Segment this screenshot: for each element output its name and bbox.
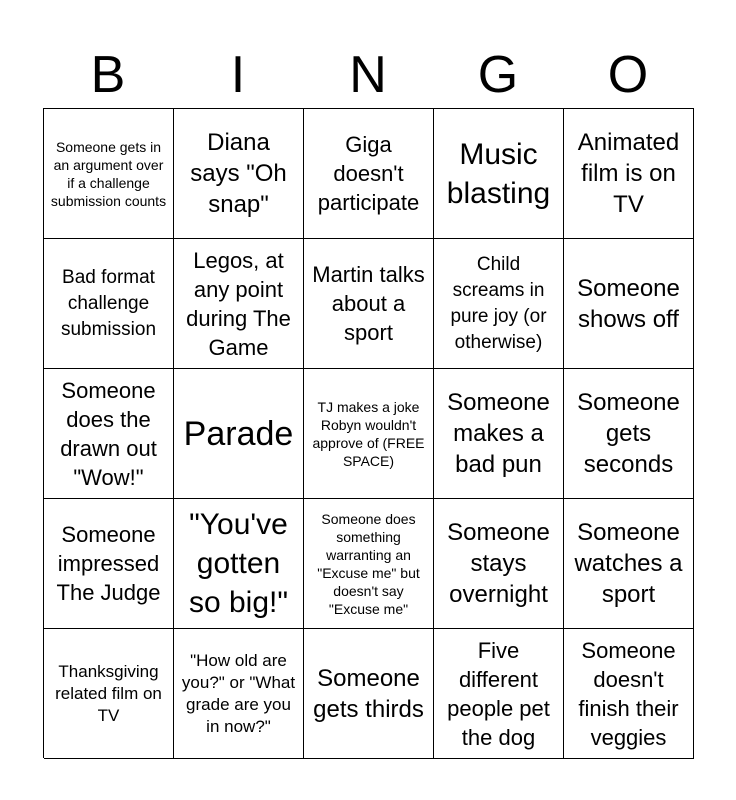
bingo-cell-r2c5[interactable] bbox=[564, 239, 694, 369]
bingo-cell-r4c4[interactable] bbox=[434, 499, 564, 629]
cell-text: Someone stays overnight bbox=[447, 519, 550, 608]
bingo-cell-r5c2[interactable] bbox=[174, 629, 304, 759]
cell-text: TJ makes a joke Robyn wouldn't approve of (FREE SPACE) bbox=[312, 398, 425, 469]
bingo-cell-r1c4[interactable] bbox=[434, 109, 564, 239]
cell-text: Giga doesn't participate bbox=[317, 132, 420, 215]
bingo-cell-r4c2[interactable] bbox=[174, 499, 304, 629]
header-letter-b: B bbox=[90, 46, 126, 104]
bingo-cell-r4c3[interactable] bbox=[304, 499, 434, 629]
bingo-cell-r2c3[interactable] bbox=[304, 239, 434, 369]
bingo-cell-r2c2[interactable] bbox=[174, 239, 304, 369]
header-letter-n: N bbox=[349, 46, 387, 104]
bingo-cell-r1c2[interactable] bbox=[174, 109, 304, 239]
cell-text: Legos, at any point during The Game bbox=[186, 247, 291, 360]
cell-text: Someone impressed The Judge bbox=[56, 522, 161, 605]
bingo-cell-r2c4[interactable] bbox=[434, 239, 564, 369]
bingo-cell-r5c1[interactable] bbox=[44, 629, 174, 759]
bingo-cell-r3c2[interactable] bbox=[174, 369, 304, 499]
header-letter-g: G bbox=[477, 46, 519, 104]
header-letter-i: I bbox=[230, 46, 246, 104]
cell-text: Someone shows off bbox=[577, 274, 680, 333]
cell-text: Music blasting bbox=[446, 137, 551, 210]
bingo-board bbox=[43, 108, 694, 758]
cell-text: Someone doesn't finish their veggies bbox=[578, 637, 679, 750]
cell-text: Someone does something warranting an "Excuse me" but doesn't say "Excuse me" bbox=[317, 510, 420, 617]
cell-text: Someone gets in an argument over if a challenge submission counts bbox=[50, 138, 167, 209]
bingo-cell-r5c3[interactable] bbox=[304, 629, 434, 759]
bingo-cell-r5c5[interactable] bbox=[564, 629, 694, 759]
cell-text: Martin talks about a sport bbox=[312, 262, 425, 345]
cell-text: Bad format challenge submission bbox=[60, 266, 157, 340]
cell-text: Animated film is on TV bbox=[577, 129, 680, 218]
cell-text: Five different people pet the dog bbox=[447, 637, 550, 750]
bingo-cell-r3c4[interactable] bbox=[434, 369, 564, 499]
bingo-cell-r4c1[interactable] bbox=[44, 499, 174, 629]
header-letter-o: O bbox=[607, 46, 649, 104]
bingo-header bbox=[43, 42, 693, 108]
bingo-cell-r3c5[interactable] bbox=[564, 369, 694, 499]
cell-text: Diana says "Oh snap" bbox=[190, 129, 287, 218]
cell-text: Parade bbox=[183, 414, 294, 453]
cell-text: Someone watches a sport bbox=[574, 519, 683, 608]
cell-text: Someone makes a bad pun bbox=[447, 389, 550, 478]
bingo-cell-r3c3-free-space[interactable] bbox=[304, 369, 434, 499]
bingo-cell-r2c1[interactable] bbox=[44, 239, 174, 369]
cell-text: Thanksgiving related film on TV bbox=[55, 661, 162, 725]
cell-text: "You've gotten so big!" bbox=[188, 508, 289, 619]
bingo-cell-r1c1[interactable] bbox=[44, 109, 174, 239]
bingo-cell-r4c5[interactable] bbox=[564, 499, 694, 629]
bingo-cell-r1c3[interactable] bbox=[304, 109, 434, 239]
cell-text: "How old are you?" or "What grade are you in now?" bbox=[181, 650, 296, 736]
cell-text: Someone gets thirds bbox=[313, 664, 424, 723]
bingo-cell-r3c1[interactable] bbox=[44, 369, 174, 499]
bingo-cell-r5c4[interactable] bbox=[434, 629, 564, 759]
cell-text: Child screams in pure joy (or otherwise) bbox=[450, 253, 547, 353]
bingo-cell-r1c5[interactable] bbox=[564, 109, 694, 239]
cell-text: Someone does the drawn out "Wow!" bbox=[60, 377, 157, 490]
cell-text: Someone gets seconds bbox=[577, 389, 680, 478]
